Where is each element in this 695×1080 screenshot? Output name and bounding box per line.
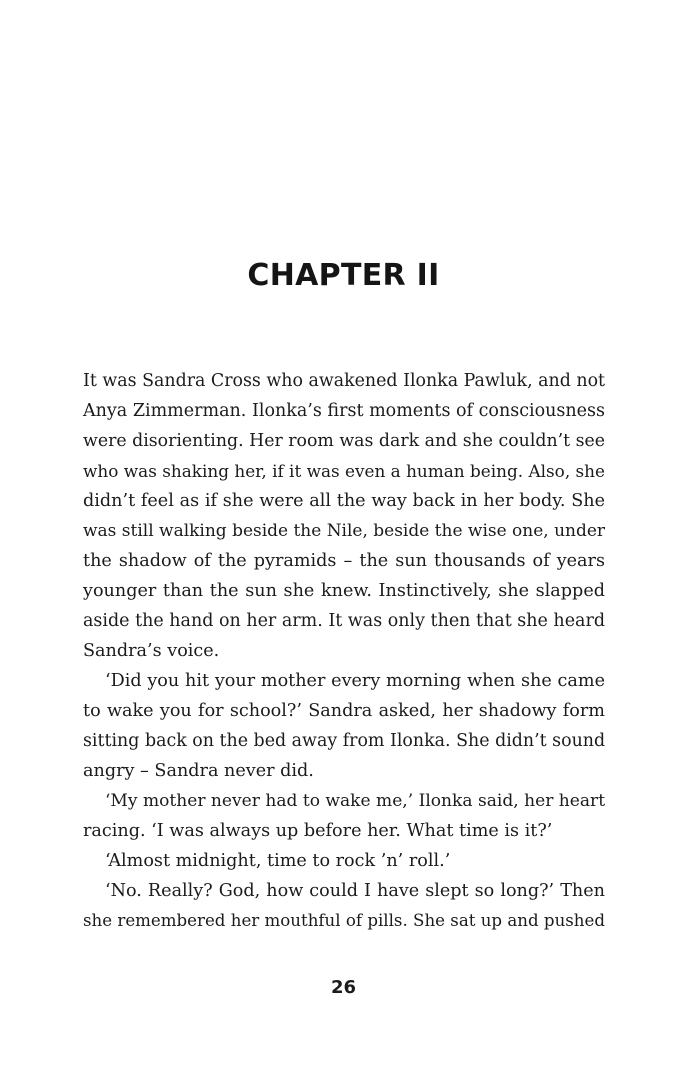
text-line: Anya Zimmerman. Ilonka’s first moments of consciousness	[83, 401, 605, 421]
text-line: the shadow of the pyramids – the sun thousands of years	[83, 551, 605, 571]
text-line: ‘Almost midnight, time to rock ’n’ roll.’	[105, 851, 451, 871]
text-line: It was Sandra Cross who awakened Ilonka Pawluk, and not	[83, 371, 606, 391]
text-line: she remembered her mouthful of pills. She sat up and pushed	[83, 911, 605, 930]
text-line: younger than the sun she knew. Instinctively, she slapped	[83, 581, 605, 601]
text-line: aside the hand on her arm. It was only then that she heard	[83, 611, 606, 631]
text-line: didn’t feel as if she were all the way back in her body. She	[83, 491, 606, 511]
text-line: racing. ‘I was always up before her. What time is it?’	[83, 821, 553, 841]
text-line: angry – Sandra never did.	[83, 761, 314, 781]
text-line: to wake you for school?’ Sandra asked, her shadowy form	[83, 701, 605, 721]
text-line: sitting back on the bed away from Ilonka. She didn’t sound	[83, 731, 606, 751]
text-line: was still walking beside the Nile, beside the wise one, under	[83, 521, 605, 541]
text-line: ‘Did you hit your mother every morning when she came	[105, 671, 605, 691]
page-number: 26	[330, 977, 357, 998]
text-line: ‘My mother never had to wake me,’ Ilonka said, her heart	[105, 791, 606, 811]
text-line: who was shaking her, if it was even a human being. Also, she	[83, 461, 605, 481]
text-line: ‘No. Really? God, how could I have slept so long?’ Then	[105, 881, 606, 901]
chapter-title: CHAPTER II	[247, 258, 440, 293]
text-line: Sandra’s voice.	[83, 641, 220, 661]
chapter-body-text	[83, 366, 605, 936]
text-line: were disorienting. Her room was dark and she couldn’t see	[83, 431, 606, 451]
